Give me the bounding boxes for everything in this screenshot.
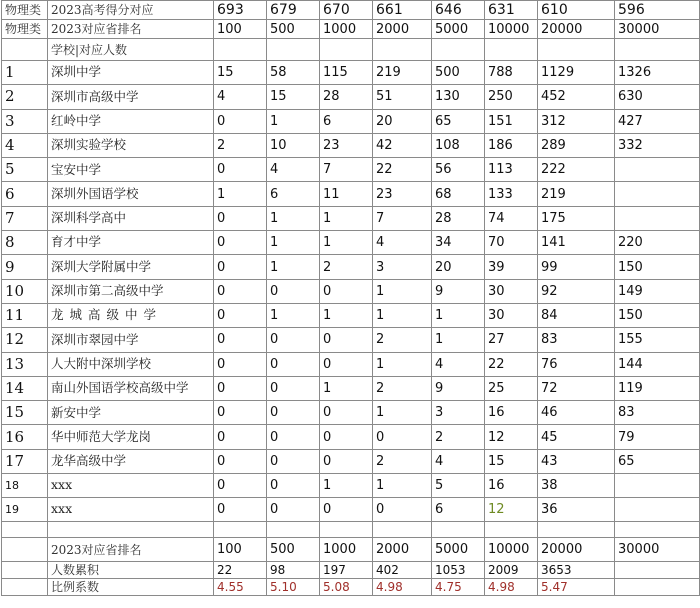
table-body xyxy=(2,1,700,596)
value-cell: 0 xyxy=(214,328,267,352)
row-index: 17 xyxy=(2,449,48,473)
empty-cell xyxy=(267,39,320,61)
value-cell: 68 xyxy=(432,182,485,206)
empty-cell xyxy=(48,522,214,538)
value-cell: 16 xyxy=(485,474,538,498)
value-cell: 1 xyxy=(373,303,432,327)
value-cell: 0 xyxy=(214,231,267,255)
value-cell: 1129 xyxy=(538,61,615,85)
value-cell: 0 xyxy=(320,279,373,303)
value-cell: 15 xyxy=(485,449,538,473)
value-cell: 0 xyxy=(214,425,267,449)
empty-cell xyxy=(485,522,538,538)
value-cell: 6 xyxy=(267,182,320,206)
value-cell: 30 xyxy=(485,303,538,327)
table-row xyxy=(2,328,700,352)
value-cell: 0 xyxy=(267,376,320,400)
school-name: 深圳科学高中 xyxy=(48,206,214,230)
value-cell: 1 xyxy=(432,328,485,352)
value-cell: 1 xyxy=(267,206,320,230)
value-cell: 2 xyxy=(373,328,432,352)
value-cell: 83 xyxy=(615,401,700,425)
table-row xyxy=(2,449,700,473)
value-cell: 0 xyxy=(214,474,267,498)
value-cell: 1 xyxy=(432,303,485,327)
value-cell: 427 xyxy=(615,109,700,133)
rank-cell: 100 xyxy=(214,20,267,39)
row-index: 8 xyxy=(2,231,48,255)
value-cell: 150 xyxy=(615,303,700,327)
school-name: xxx xyxy=(48,474,214,498)
value-cell: 0 xyxy=(267,474,320,498)
value-cell: 2 xyxy=(373,449,432,473)
value-cell: 99 xyxy=(538,255,615,279)
value-cell: 74 xyxy=(485,206,538,230)
score-cell: 646 xyxy=(432,1,485,20)
rank-cell: 20000 xyxy=(538,20,615,39)
rank-cell: 500 xyxy=(267,20,320,39)
row-index: 1 xyxy=(2,61,48,85)
row-index: 12 xyxy=(2,328,48,352)
ratio-cell: 4.55 xyxy=(214,579,267,596)
value-cell: 0 xyxy=(267,279,320,303)
value-cell xyxy=(615,206,700,230)
value-cell: 46 xyxy=(538,401,615,425)
table-row xyxy=(2,279,700,303)
cumulative-cell: 402 xyxy=(373,562,432,579)
value-cell: 7 xyxy=(320,158,373,182)
school-name: 深圳外国语学校 xyxy=(48,182,214,206)
value-cell: 1 xyxy=(373,401,432,425)
value-cell: 34 xyxy=(432,231,485,255)
empty-cell xyxy=(432,39,485,61)
rank-cell: 500 xyxy=(267,538,320,562)
value-cell: 84 xyxy=(538,303,615,327)
value-cell: 0 xyxy=(267,401,320,425)
value-cell: 25 xyxy=(485,376,538,400)
value-cell: 30 xyxy=(485,279,538,303)
table-row xyxy=(2,182,700,206)
value-cell: 38 xyxy=(538,474,615,498)
value-cell: 1326 xyxy=(615,61,700,85)
empty-cell xyxy=(2,522,48,538)
value-cell: 4 xyxy=(432,352,485,376)
row-index: 13 xyxy=(2,352,48,376)
value-cell: 11 xyxy=(320,182,373,206)
value-cell: 0 xyxy=(320,449,373,473)
value-cell: 115 xyxy=(320,61,373,85)
value-cell: 0 xyxy=(320,328,373,352)
table-row xyxy=(2,498,700,522)
row-index: 11 xyxy=(2,303,48,327)
value-cell xyxy=(615,498,700,522)
footer-row-ratio xyxy=(2,579,700,596)
value-cell: 289 xyxy=(538,133,615,157)
row-index: 16 xyxy=(2,425,48,449)
header-row-scores xyxy=(2,1,700,20)
value-cell xyxy=(615,158,700,182)
value-cell: 1 xyxy=(320,206,373,230)
value-cell: 149 xyxy=(615,279,700,303)
rank-cell: 1000 xyxy=(320,20,373,39)
cumulative-cell: 197 xyxy=(320,562,373,579)
ratio-cell xyxy=(615,579,700,596)
value-cell: 1 xyxy=(373,352,432,376)
value-cell: 12 xyxy=(485,425,538,449)
value-cell: 151 xyxy=(485,109,538,133)
table-row xyxy=(2,352,700,376)
caption: 学校|对应人数 xyxy=(48,39,214,61)
value-cell: 28 xyxy=(432,206,485,230)
footer-title: 2023对应省排名 xyxy=(48,538,214,562)
value-cell: 22 xyxy=(485,352,538,376)
row-index: 2 xyxy=(2,85,48,109)
value-cell xyxy=(615,182,700,206)
value-cell: 72 xyxy=(538,376,615,400)
score-cell: 631 xyxy=(485,1,538,20)
empty-cell xyxy=(2,39,48,61)
school-name: 深圳市翠园中学 xyxy=(48,328,214,352)
value-cell: 1 xyxy=(267,109,320,133)
rank-cell: 10000 xyxy=(485,20,538,39)
value-cell: 788 xyxy=(485,61,538,85)
value-cell: 108 xyxy=(432,133,485,157)
ratio-cell: 4.98 xyxy=(373,579,432,596)
table-row xyxy=(2,109,700,133)
value-cell: 1 xyxy=(373,279,432,303)
table-row xyxy=(2,61,700,85)
value-cell: 1 xyxy=(267,255,320,279)
cumulative-cell: 22 xyxy=(214,562,267,579)
table-row xyxy=(2,376,700,400)
value-cell: 16 xyxy=(485,401,538,425)
value-cell: 56 xyxy=(432,158,485,182)
empty-cell xyxy=(538,522,615,538)
value-cell: 43 xyxy=(538,449,615,473)
value-cell xyxy=(615,474,700,498)
empty-cell xyxy=(214,39,267,61)
rank-cell: 5000 xyxy=(432,538,485,562)
value-cell: 133 xyxy=(485,182,538,206)
empty-cell xyxy=(538,39,615,61)
school-name: 龙城高级中学 xyxy=(48,303,214,327)
row-index: 7 xyxy=(2,206,48,230)
empty-cell xyxy=(2,579,48,596)
table-row xyxy=(2,85,700,109)
value-cell: 220 xyxy=(615,231,700,255)
rank-cell: 30000 xyxy=(615,20,700,39)
value-cell: 6 xyxy=(320,109,373,133)
value-cell: 0 xyxy=(214,279,267,303)
value-cell: 312 xyxy=(538,109,615,133)
value-cell: 2 xyxy=(320,255,373,279)
value-cell: 0 xyxy=(320,352,373,376)
value-cell: 3 xyxy=(432,401,485,425)
school-name: 深圳中学 xyxy=(48,61,214,85)
ratio-cell: 5.08 xyxy=(320,579,373,596)
value-cell: 15 xyxy=(267,85,320,109)
value-cell: 83 xyxy=(538,328,615,352)
value-cell: 15 xyxy=(214,61,267,85)
value-cell: 0 xyxy=(373,425,432,449)
value-cell: 141 xyxy=(538,231,615,255)
school-name: xxx xyxy=(48,498,214,522)
value-cell: 0 xyxy=(320,401,373,425)
header-label: 物理类 xyxy=(2,20,48,39)
school-name: 深圳大学附属中学 xyxy=(48,255,214,279)
table-row xyxy=(2,474,700,498)
school-name: 深圳市高级中学 xyxy=(48,85,214,109)
row-index: 15 xyxy=(2,401,48,425)
value-cell: 130 xyxy=(432,85,485,109)
table-row xyxy=(2,206,700,230)
value-cell: 10 xyxy=(267,133,320,157)
value-cell: 6 xyxy=(432,498,485,522)
value-cell: 119 xyxy=(615,376,700,400)
empty-cell xyxy=(373,522,432,538)
rank-cell: 20000 xyxy=(538,538,615,562)
value-cell: 452 xyxy=(538,85,615,109)
cumulative-cell: 1053 xyxy=(432,562,485,579)
value-cell: 219 xyxy=(538,182,615,206)
value-cell: 2 xyxy=(432,425,485,449)
value-cell: 65 xyxy=(615,449,700,473)
value-cell: 0 xyxy=(320,425,373,449)
value-cell: 79 xyxy=(615,425,700,449)
value-cell: 0 xyxy=(214,158,267,182)
table-row xyxy=(2,425,700,449)
empty-cell xyxy=(320,39,373,61)
cumulative-cell: 2009 xyxy=(485,562,538,579)
rank-table xyxy=(1,0,700,596)
empty-cell xyxy=(2,538,48,562)
ratio-cell: 4.98 xyxy=(485,579,538,596)
empty-cell xyxy=(320,522,373,538)
value-cell: 58 xyxy=(267,61,320,85)
value-cell: 20 xyxy=(373,109,432,133)
value-cell: 155 xyxy=(615,328,700,352)
cumulative-cell: 98 xyxy=(267,562,320,579)
empty-cell xyxy=(267,522,320,538)
footer-row-ranks xyxy=(2,538,700,562)
score-cell: 679 xyxy=(267,1,320,20)
row-index: 18 xyxy=(2,474,48,498)
cumulative-cell: 3653 xyxy=(538,562,615,579)
value-cell: 23 xyxy=(320,133,373,157)
empty-cell xyxy=(615,39,700,61)
value-cell: 4 xyxy=(432,449,485,473)
value-cell: 1 xyxy=(320,231,373,255)
value-cell: 1 xyxy=(373,474,432,498)
empty-cell xyxy=(2,562,48,579)
value-cell: 5 xyxy=(432,474,485,498)
header-row-ranks xyxy=(2,20,700,39)
score-cell: 596 xyxy=(615,1,700,20)
school-name: 人大附中深圳学校 xyxy=(48,352,214,376)
value-cell: 23 xyxy=(373,182,432,206)
footer-row-cumulative xyxy=(2,562,700,579)
table-row xyxy=(2,401,700,425)
score-cell: 693 xyxy=(214,1,267,20)
ratio-cell: 5.47 xyxy=(538,579,615,596)
value-cell: 27 xyxy=(485,328,538,352)
value-cell: 7 xyxy=(373,206,432,230)
empty-cell xyxy=(485,39,538,61)
value-cell: 0 xyxy=(214,376,267,400)
cumulative-cell xyxy=(615,562,700,579)
empty-cell xyxy=(615,522,700,538)
value-cell: 76 xyxy=(538,352,615,376)
spacer-row xyxy=(2,522,700,538)
school-name: 深圳市第二高级中学 xyxy=(48,279,214,303)
value-cell: 332 xyxy=(615,133,700,157)
row-index: 14 xyxy=(2,376,48,400)
school-name: 华中师范大学龙岗 xyxy=(48,425,214,449)
value-cell: 3 xyxy=(373,255,432,279)
empty-cell xyxy=(373,39,432,61)
school-name: 育才中学 xyxy=(48,231,214,255)
rank-cell: 100 xyxy=(214,538,267,562)
row-index: 4 xyxy=(2,133,48,157)
value-cell: 113 xyxy=(485,158,538,182)
ratio-cell: 4.75 xyxy=(432,579,485,596)
score-cell: 610 xyxy=(538,1,615,20)
school-name: 宝安中学 xyxy=(48,158,214,182)
footer-title: 比例系数 xyxy=(48,579,214,596)
header-row-caption xyxy=(2,39,700,61)
value-cell: 70 xyxy=(485,231,538,255)
school-name: 南山外国语学校高级中学 xyxy=(48,376,214,400)
value-cell: 144 xyxy=(615,352,700,376)
row-index: 6 xyxy=(2,182,48,206)
value-cell: 1 xyxy=(320,474,373,498)
score-cell: 661 xyxy=(373,1,432,20)
rank-cell: 2000 xyxy=(373,538,432,562)
school-name: 深圳实验学校 xyxy=(48,133,214,157)
school-name: 新安中学 xyxy=(48,401,214,425)
school-name: 红岭中学 xyxy=(48,109,214,133)
value-cell: 45 xyxy=(538,425,615,449)
value-cell: 9 xyxy=(432,279,485,303)
value-cell: 0 xyxy=(320,498,373,522)
value-cell: 175 xyxy=(538,206,615,230)
row-index: 19 xyxy=(2,498,48,522)
value-cell: 12 xyxy=(485,498,538,522)
footer-title: 人数累积 xyxy=(48,562,214,579)
value-cell: 4 xyxy=(267,158,320,182)
value-cell: 0 xyxy=(267,425,320,449)
row-index: 3 xyxy=(2,109,48,133)
rank-cell: 2000 xyxy=(373,20,432,39)
empty-cell xyxy=(432,522,485,538)
value-cell: 0 xyxy=(214,109,267,133)
value-cell: 1 xyxy=(267,303,320,327)
row-index: 9 xyxy=(2,255,48,279)
value-cell: 0 xyxy=(267,498,320,522)
value-cell: 2 xyxy=(373,376,432,400)
value-cell: 1 xyxy=(320,303,373,327)
value-cell: 65 xyxy=(432,109,485,133)
value-cell: 1 xyxy=(267,231,320,255)
header-title: 2023高考得分对应 xyxy=(48,1,214,20)
value-cell: 51 xyxy=(373,85,432,109)
value-cell: 0 xyxy=(214,352,267,376)
value-cell: 0 xyxy=(214,303,267,327)
value-cell: 1 xyxy=(214,182,267,206)
value-cell: 150 xyxy=(615,255,700,279)
score-cell: 670 xyxy=(320,1,373,20)
table-row xyxy=(2,158,700,182)
empty-cell xyxy=(214,522,267,538)
value-cell: 20 xyxy=(432,255,485,279)
value-cell: 4 xyxy=(373,231,432,255)
value-cell: 222 xyxy=(538,158,615,182)
rank-cell: 30000 xyxy=(615,538,700,562)
row-index: 5 xyxy=(2,158,48,182)
value-cell: 1 xyxy=(320,376,373,400)
value-cell: 219 xyxy=(373,61,432,85)
value-cell: 92 xyxy=(538,279,615,303)
value-cell: 500 xyxy=(432,61,485,85)
ratio-cell: 5.10 xyxy=(267,579,320,596)
table-row xyxy=(2,231,700,255)
value-cell: 186 xyxy=(485,133,538,157)
value-cell: 250 xyxy=(485,85,538,109)
value-cell: 0 xyxy=(214,498,267,522)
value-cell: 22 xyxy=(373,158,432,182)
value-cell: 0 xyxy=(267,449,320,473)
school-name: 龙华高级中学 xyxy=(48,449,214,473)
value-cell: 28 xyxy=(320,85,373,109)
value-cell: 39 xyxy=(485,255,538,279)
value-cell: 0 xyxy=(214,401,267,425)
table-row xyxy=(2,255,700,279)
rank-cell: 10000 xyxy=(485,538,538,562)
table-row xyxy=(2,303,700,327)
header-title: 2023对应省排名 xyxy=(48,20,214,39)
table-row xyxy=(2,133,700,157)
value-cell: 2 xyxy=(214,133,267,157)
value-cell: 42 xyxy=(373,133,432,157)
rank-cell: 1000 xyxy=(320,538,373,562)
value-cell: 0 xyxy=(214,449,267,473)
value-cell: 0 xyxy=(267,328,320,352)
value-cell: 0 xyxy=(214,206,267,230)
value-cell: 36 xyxy=(538,498,615,522)
value-cell: 0 xyxy=(214,255,267,279)
value-cell: 630 xyxy=(615,85,700,109)
value-cell: 9 xyxy=(432,376,485,400)
row-index: 10 xyxy=(2,279,48,303)
value-cell: 0 xyxy=(267,352,320,376)
rank-cell: 5000 xyxy=(432,20,485,39)
header-label: 物理类 xyxy=(2,1,48,20)
value-cell: 4 xyxy=(214,85,267,109)
value-cell: 0 xyxy=(373,498,432,522)
